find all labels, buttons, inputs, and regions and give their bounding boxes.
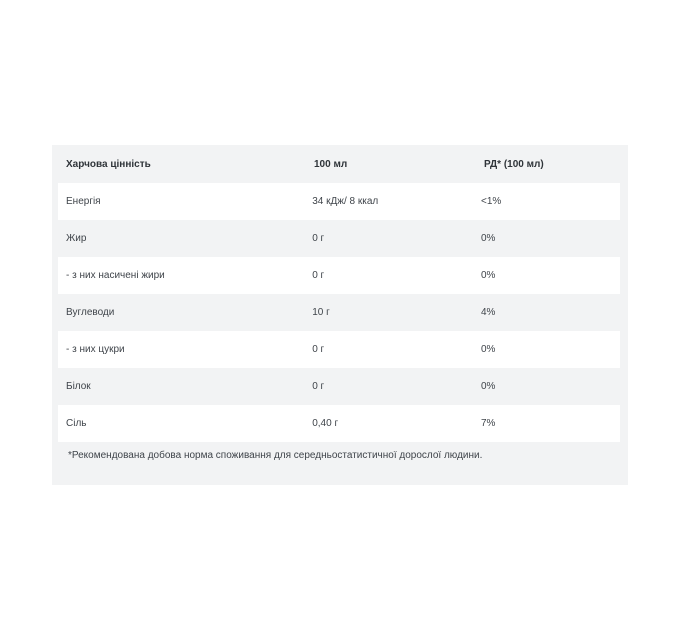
- row-name: Жир: [66, 233, 87, 244]
- header-rd: РД* (100 мл): [484, 158, 544, 170]
- table-row: [58, 405, 620, 442]
- table-row: [58, 220, 620, 257]
- nutrition-table: [52, 145, 628, 485]
- row-rd: 0%: [481, 233, 496, 244]
- table-row: [58, 257, 620, 294]
- row-name: Енергія: [66, 196, 101, 207]
- row-rd: 7%: [481, 418, 496, 429]
- table-row: [58, 183, 620, 220]
- row-value: 0 г: [312, 233, 325, 244]
- row-value: 0 г: [312, 344, 325, 355]
- row-name: Білок: [66, 381, 91, 392]
- row-value: 0 г: [312, 270, 325, 281]
- row-name: Вуглеводи: [66, 307, 115, 318]
- table-row: [58, 294, 620, 331]
- row-value: 10 г: [312, 307, 330, 318]
- table-row: [58, 368, 620, 405]
- footnote: *Рекомендована добова норма споживання для середньостатистичної дорослої людини.: [68, 450, 483, 461]
- row-value: 0 г: [312, 381, 325, 392]
- row-rd: 0%: [481, 381, 496, 392]
- table-header: [52, 145, 628, 183]
- row-rd: 4%: [481, 307, 496, 318]
- table-row: [58, 331, 620, 368]
- row-name: - з них насичені жири: [66, 270, 165, 281]
- header-nutrition-value: Харчова цінність: [66, 158, 151, 170]
- row-value: 0,40 г: [312, 418, 339, 429]
- row-rd: 0%: [481, 270, 496, 281]
- row-name: - з них цукри: [66, 344, 125, 355]
- row-value: 34 кДж/ 8 ккал: [312, 196, 379, 207]
- row-rd: <1%: [481, 196, 502, 207]
- table-body: [58, 183, 620, 442]
- header-per-100ml: 100 мл: [314, 158, 348, 170]
- row-rd: 0%: [481, 344, 496, 355]
- row-name: Сіль: [66, 418, 87, 429]
